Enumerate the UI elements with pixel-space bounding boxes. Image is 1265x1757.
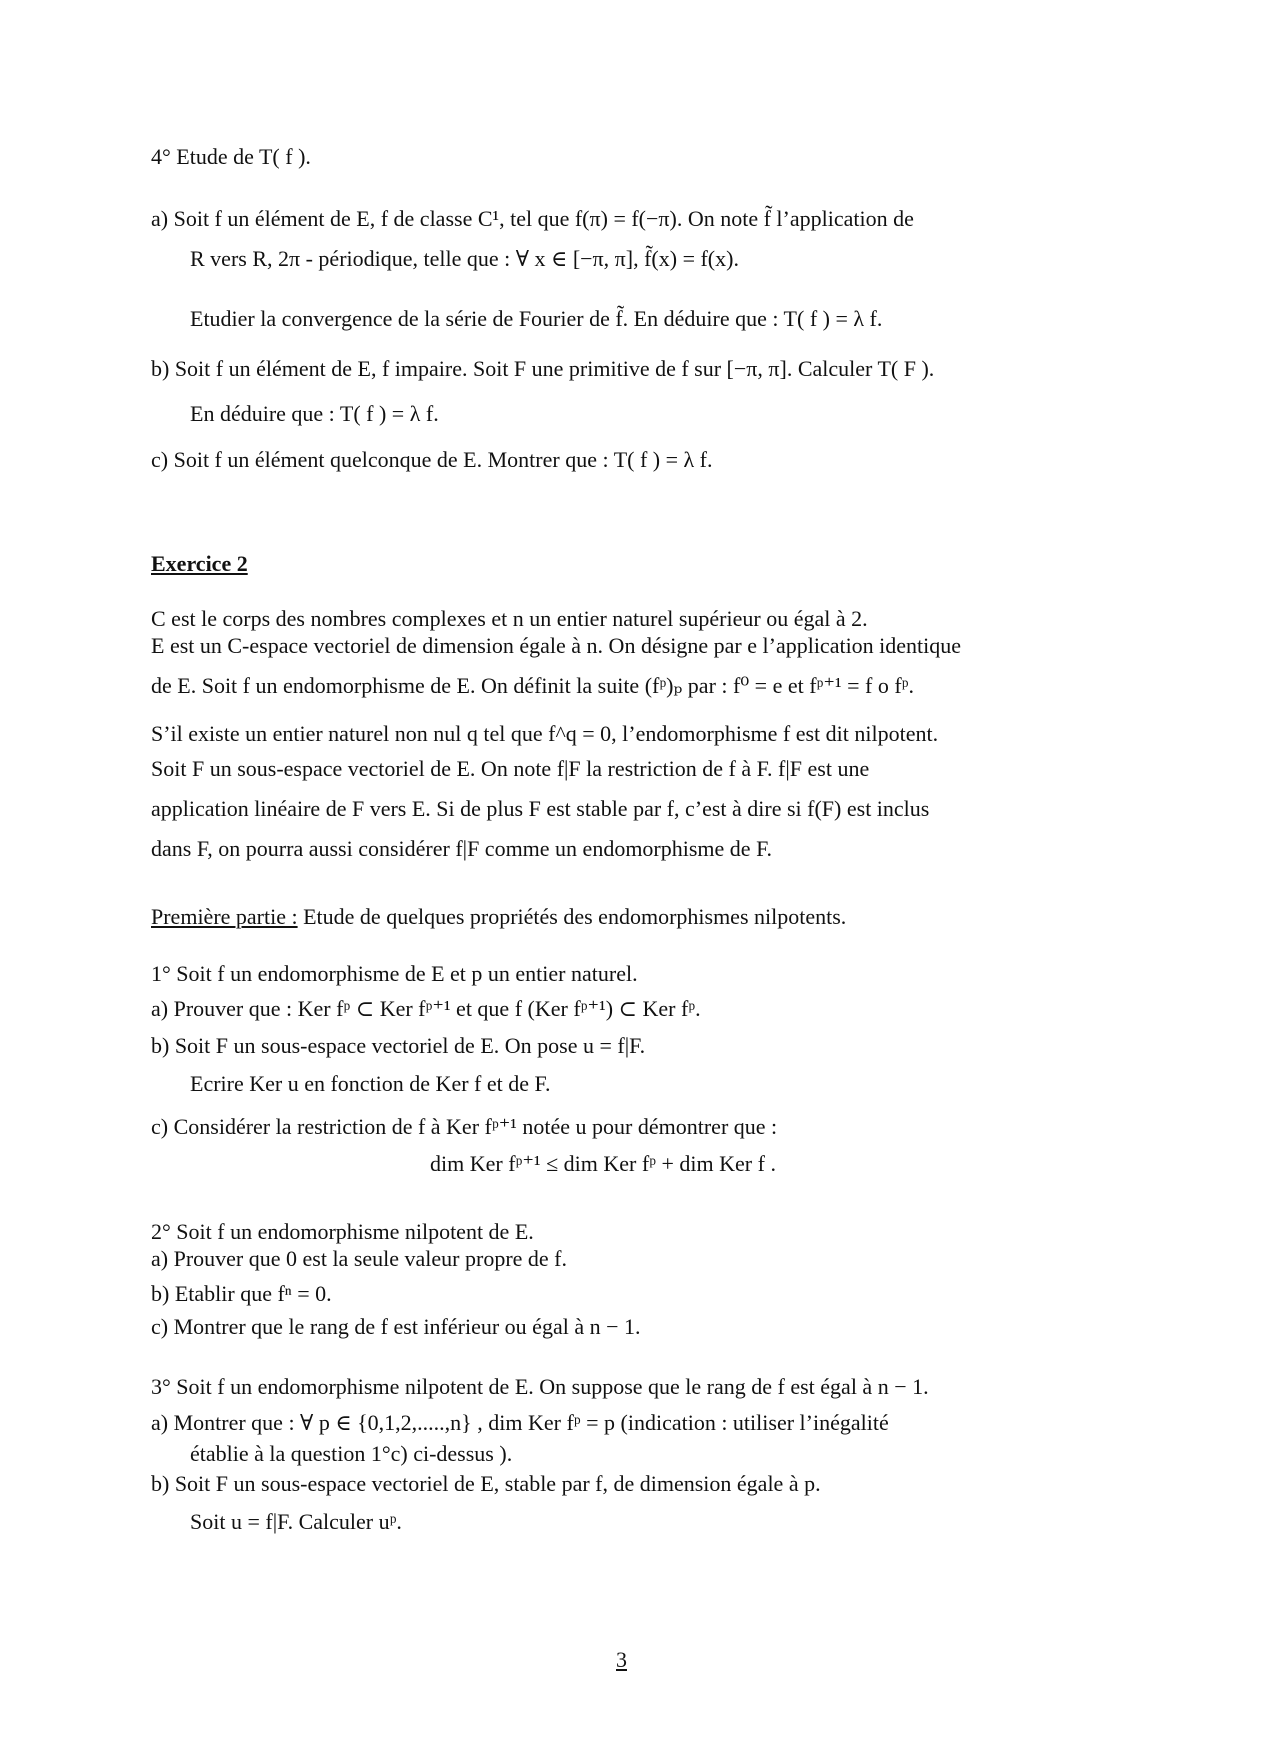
q1-line-5: c) Considérer la restriction de f à Ker fᵖ⁺¹ notée u pour démontrer que : bbox=[151, 1114, 778, 1139]
q2-line-4: c) Montrer que le rang de f est inférieur ou égal à n − 1. bbox=[151, 1314, 641, 1339]
q1-line-2: a) Prouver que : Ker fᵖ ⊂ Ker fᵖ⁺¹ et que f (Ker fᵖ⁺¹) ⊂ Ker fᵖ. bbox=[151, 996, 701, 1021]
page-number: 3 bbox=[616, 1647, 627, 1672]
q3-line-4: b) Soit F un sous-espace vectoriel de E, stable par f, de dimension égale à p. bbox=[151, 1471, 821, 1496]
part1-description: Etude de quelques propriétés des endomorphismes nilpotents. bbox=[297, 904, 847, 929]
section4-c-line1: c) Soit f un élément quelconque de E. Montrer que : T( f ) = λ f. bbox=[151, 447, 713, 472]
section4-b-line2: En déduire que : T( f ) = λ f. bbox=[190, 401, 439, 426]
section4-a-line1: a) Soit f un élément de E, f de classe C¹, tel que f(π) = f(−π). On note f̃ l’application de bbox=[151, 206, 914, 231]
intro-line-1: C est le corps des nombres complexes et n un entier naturel supérieur ou égal à 2. bbox=[151, 606, 868, 631]
q3-line-3: établie à la question 1°c) ci-dessus ). bbox=[190, 1441, 513, 1466]
q1-line-4: Ecrire Ker u en fonction de Ker f et de F. bbox=[190, 1071, 551, 1096]
section4-heading: 4° Etude de T( f ). bbox=[151, 144, 311, 169]
section4-b-line1: b) Soit f un élément de E, f impaire. Soit F une primitive de f sur [−π, π]. Calculer T( F ). bbox=[151, 356, 935, 381]
intro-line-6: application linéaire de F vers E. Si de plus F est stable par f, c’est à dire si f(F) est inclus bbox=[151, 796, 930, 821]
intro-line-5: Soit F un sous-espace vectoriel de E. On note f|F la restriction de f à F. f|F est une bbox=[151, 756, 870, 781]
q2-line-2: a) Prouver que 0 est la seule valeur propre de f. bbox=[151, 1246, 568, 1271]
q1-line-3: b) Soit F un sous-espace vectoriel de E. On pose u = f|F. bbox=[151, 1033, 646, 1058]
q2-line-3: b) Etablir que fⁿ = 0. bbox=[151, 1281, 332, 1306]
intro-line-4: S’il existe un entier naturel non nul q tel que f^q = 0, l’endomorphisme f est dit nilpotent. bbox=[151, 721, 939, 746]
q1-line-6: dim Ker fᵖ⁺¹ ≤ dim Ker fᵖ + dim Ker f . bbox=[430, 1151, 776, 1176]
part1-heading bbox=[151, 903, 846, 931]
intro-line-2: E est un C-espace vectoriel de dimension égale à n. On désigne par e l’application identique bbox=[151, 633, 962, 658]
q2-line-1: 2° Soit f un endomorphisme nilpotent de E. bbox=[151, 1219, 534, 1244]
intro-line-3: de E. Soit f un endomorphisme de E. On définit la suite (fᵖ)ₚ par : f⁰ = e et fᵖ⁺¹ = f o fᵖ. bbox=[151, 673, 914, 698]
q1-line-1: 1° Soit f un endomorphisme de E et p un entier naturel. bbox=[151, 961, 638, 986]
exercise2-title: Exercice 2 bbox=[151, 551, 248, 576]
section4-a-line3: Etudier la convergence de la série de Fourier de f̃. En déduire que : T( f ) = λ f. bbox=[190, 306, 883, 331]
part1-title: Première partie : bbox=[151, 904, 298, 929]
q3-line-2: a) Montrer que : ∀ p ∈ {0,1,2,.....,n} , dim Ker fᵖ = p (indication : utiliser l’inégalité bbox=[151, 1410, 889, 1435]
q3-line-1: 3° Soit f un endomorphisme nilpotent de E. On suppose que le rang de f est égal à n − 1. bbox=[151, 1374, 929, 1399]
intro-line-7: dans F, on pourra aussi considérer f|F comme un endomorphisme de F. bbox=[151, 836, 773, 861]
q3-line-5: Soit u = f|F. Calculer uᵖ. bbox=[190, 1509, 402, 1534]
section4-a-line2: R vers R, 2π - périodique, telle que : ∀ x ∈ [−π, π], f̃(x) = f(x). bbox=[190, 246, 739, 271]
